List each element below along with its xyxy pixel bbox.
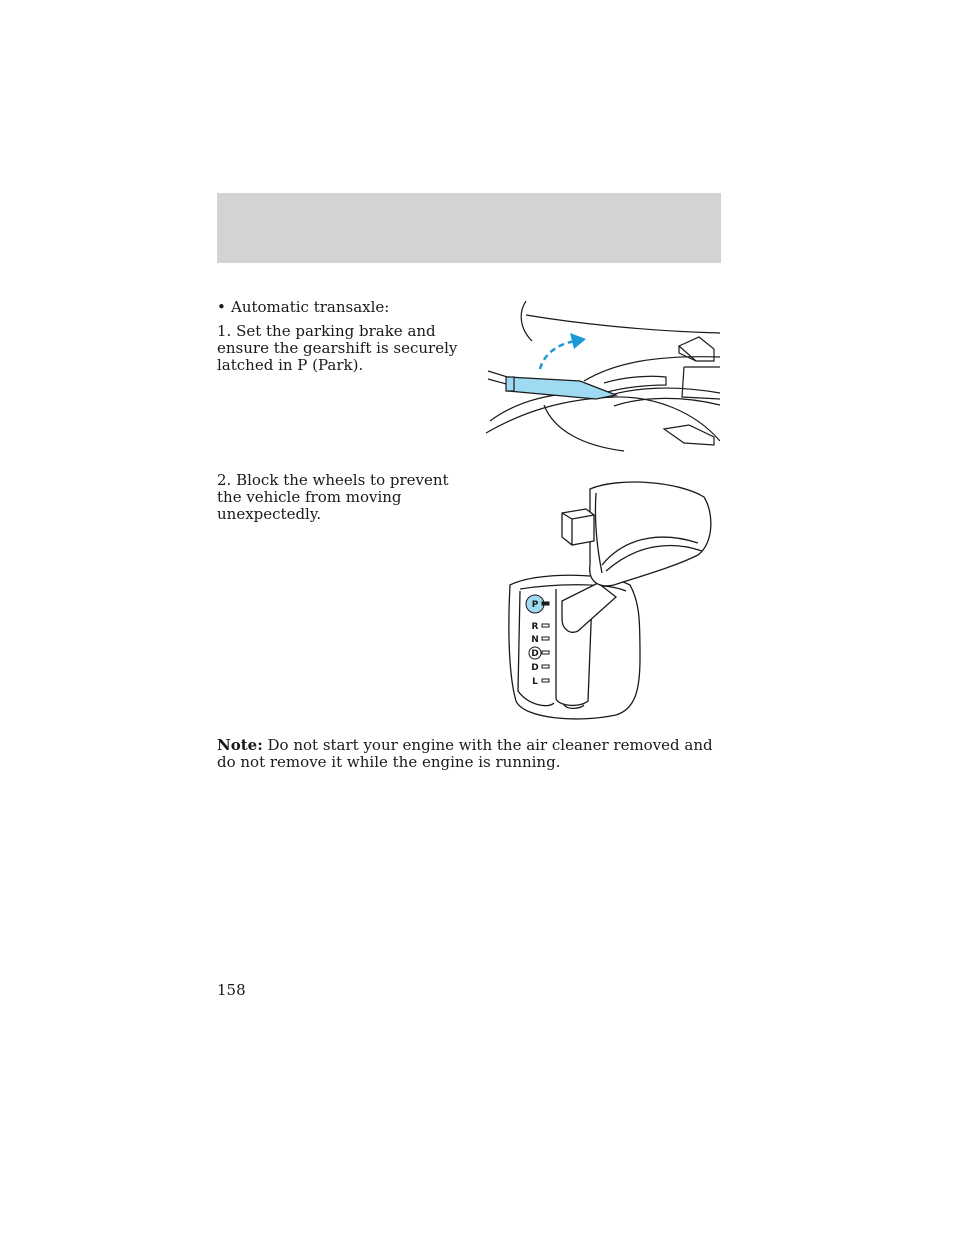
step-1-text: 1. Set the parking brake and ensure the gearshift is securely latched in P (Park). [217,322,458,374]
pull-arrow-icon [540,341,576,369]
parking-brake-illustration [484,301,720,453]
section-header-band [217,193,721,263]
gear-label-d: D [531,663,539,673]
brake-lever-highlight [508,377,616,399]
gear-label-r: R [531,622,539,632]
gearshift-illustration [498,473,716,723]
page-number: 158 [217,981,246,999]
bullet-symbol: • [217,298,226,316]
bullet-automatic-transaxle [217,299,467,316]
bullet-text: Automatic transaxle: [231,298,390,316]
step-2-text: 2. Block the wheels to prevent the vehicle from moving unexpectedly. [217,471,449,523]
note-paragraph [217,737,721,771]
gear-label-n: N [531,635,539,645]
gear-label-d-overdrive: D [531,649,539,659]
note-text: Do not start your engine with the air cleaner removed and do not remove it while the engine is running. [217,736,713,771]
gear-label-l: L [532,677,538,687]
note-label: Note: [217,736,263,754]
gear-label-p: P [531,600,539,610]
